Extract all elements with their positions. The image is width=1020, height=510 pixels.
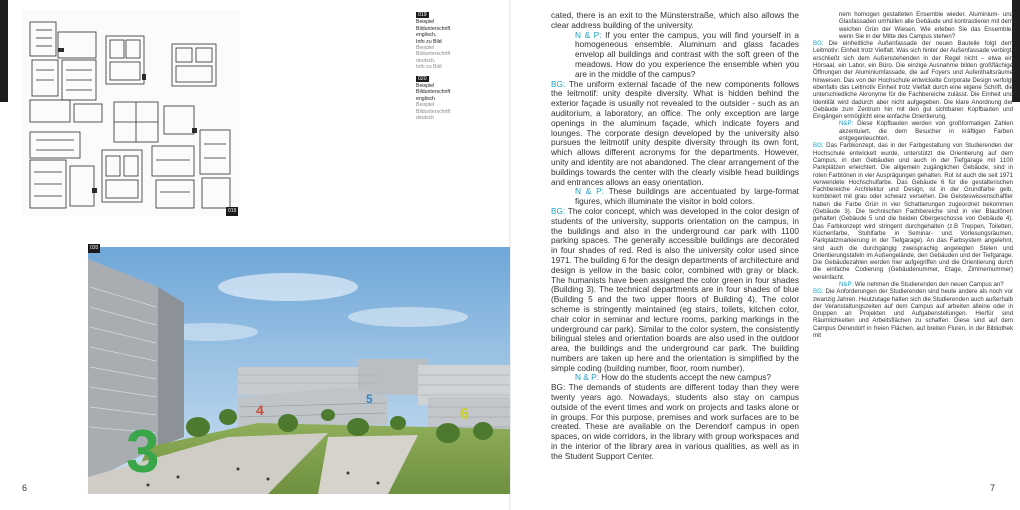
speaker-lead: BG: bbox=[813, 142, 824, 150]
caption-de-line: Beispiel bbox=[416, 45, 435, 52]
right-edge-bar bbox=[1012, 0, 1020, 102]
caption-de-line: Bildunterschrift bbox=[416, 51, 451, 58]
caption-de-line: Beispiel bbox=[416, 102, 435, 109]
speaker-lead: BG: bbox=[551, 78, 566, 89]
caption-020 bbox=[416, 76, 496, 122]
caption-de-line: Info zu Bild bbox=[416, 64, 442, 71]
paragraph-text: Diese Kopfbauten werden von großformatigen Zahlen akzentuiert, die dem Besucher in kräftigen Farben entgegenleuchten. bbox=[839, 120, 1013, 143]
english-text-column bbox=[551, 11, 799, 462]
figure-captions bbox=[416, 12, 496, 127]
caption-de-line: deutsch bbox=[416, 115, 435, 122]
paragraph-text: Das Farbkonzept, das in der Farbgestaltung von Studierenden der Hochschule entwickelt wurde, unterstützt die Orientierung auf dem Campus, in den Gebäuden und auch in der Tiefgarage mit 1100 Parkplätzen erleichtert. Die allgemein zugänglichen Gebäude, sind in roten Farbtönen in vier Ausprägungen gehalten. Rot ist auch die seit 1971 verwendete Hochschulfarbe. Das Gebäude 6 für die gestalterischen Fachbereiche Architektur und Design, ist in der Grundfarbe gelb, kombiniert mit grau oder schwarz versehen. Die Geisteswissenschaftler haben die Farbe Grün in vier Schattierungen zugeordnet bekommen (Gebäude 3). Die technischen Fachbereiche sind in vier Blautönen gehalten (Gebäude 5 und die beiden Obergeschosse von Gebäude 4). Das Farbkonzept wird stringent durchgehalten (z.B Treppen, Toiletten, Küchenfarbe, Stuhlfarbe in Seminar- und Vorlesungsräumen, Parkplatzmarkierung in der Tiefgarage). An das Farbsystem angelehnt, sind auch die durchgängig zweisprachig angelegten Stelen und Orientierungstafeln im Außengelände, den Gebäuden und der Tiefgarage. Die Gebäudezahlen werden hier aufgegriffen und die Orientierung durch die einfache Codierung (Gebäudenummer, Etage, Zimmernummer) vereinfacht. bbox=[813, 142, 1013, 281]
caption-en-line: Beispiel bbox=[416, 19, 435, 26]
en-paragraph bbox=[551, 207, 799, 374]
building-number-6: 6 bbox=[460, 406, 469, 423]
caption-en-line: Bildunterschrift bbox=[416, 25, 451, 32]
caption-en-line: Info zu Bild bbox=[416, 38, 442, 45]
speaker-lead: BG: bbox=[551, 205, 566, 216]
speaker-lead: N & P: bbox=[575, 186, 604, 197]
en-paragraph bbox=[551, 31, 799, 80]
caption-de-line: Bildunterschrift bbox=[416, 108, 451, 115]
de-paragraph bbox=[813, 11, 1013, 40]
caption-en-line: englisch bbox=[416, 95, 436, 102]
de-paragraph bbox=[813, 281, 1013, 288]
paragraph-text: Die Anforderungen der Studierenden sind heute andere als noch vor zwanzig Jahren. Heutzutage halten sich die Studierenden auch außerhalb der Veranstaltungszeiten auf dem Campus auf arbeiten alleine oder in Gruppen an Projekten und Aufgabenstellungen. Hierfür sind Räumlichkeiten und Arbeitsflächen zu schaffen. Diese sind auf dem Campus Derendorf in freien Flächen, auf breiten Fluren, in der Bibliothek mit bbox=[813, 288, 1013, 340]
caption-019 bbox=[416, 12, 496, 71]
speaker-lead: BG: bbox=[813, 40, 824, 48]
caption-de-line: deutsch, bbox=[416, 57, 436, 64]
paragraph-text: cated, there is an exit to the Münsterstraße, which also allows the clear address building of the university. bbox=[551, 10, 799, 30]
page-number-right: 7 bbox=[990, 483, 996, 493]
left-edge-bar bbox=[0, 0, 8, 102]
speaker-lead: N&P: bbox=[839, 120, 854, 128]
speaker-lead: BG: bbox=[551, 382, 566, 393]
photo-figure-label: 020 bbox=[90, 245, 99, 251]
speaker-lead: BG: bbox=[813, 288, 824, 296]
paragraph-text: These buildings are accentuated by large-format figures, which illuminate the visitor in bold colors. bbox=[575, 186, 799, 207]
paragraph-text: If you enter the campus, you will find yourself in a homogeneous ensemble. Aluminum and glass facades envelop all buildings and contrast with the soft green of the meadows. How do you experience the ensemble when you are in the middle of the campus? bbox=[575, 29, 799, 79]
de-paragraph bbox=[813, 120, 1013, 142]
de-paragraph bbox=[813, 142, 1013, 281]
paragraph-text: Die einheitliche Außenfassade der neuen Bauteile folgt dem Leitmotiv: Einheit trotz Vielfalt. Was sich hinter der Außenfassade verbirgt, erschließt sich dem Außenstehenden in der Regel nicht – etwa ein Hörsaal, ein Labor, ein Büro. Die einzige Ausnahme bilden großflächige Öffnungen der Aluminiumfassade, die auf Foyers und Aufenthaltsräume hinweisen. Das von der Hochschule entwickelte Corporate Design verfolgt ebenfalls das Leitmotiv Einheit trotz Vielfalt durch eine eigene Schrift, die unterschiedliche Akronyme für die Fachbereiche zulässt. Die Einheit und Identität wird dadurch aber nicht aufgegeben. Die klare Anordnung der Gebäude zum Zentrum hin mit den gut sichtbaren Kopfbauten und Eingängen ermöglicht eine einfache Orientierung. bbox=[813, 40, 1013, 121]
paragraph-text: The color concept, which was developed in the color design of students of the university, supports orientation on the campus, in the buildings and also in the underground car park with 1100 parking spaces. The generally accessible buildings are decorated in four shades of red. Red is also the university color used since 1971. The building 6 for the design departments of architecture and design is yellow in the basic color, combined with gray or black. The humanists have been assigned the color green in four shades (Building 3). The technical departments are in four shades of blue (Building 5 and the two upper floors of Building 4). The color scheme is stringently maintained (eg stairs, toilets, kitchen color, chair color in seminar and lecture rooms, parking markings in the underground car park). Similar to the color system, the consistently bilingual steles and orientation boards are also used in the outdoor area, the buildings and the underground car park. The building numbers are taken up here and the orientation is simplified by the simple coding (building number, floor, room number). bbox=[551, 205, 799, 373]
paragraph-text: How do the students accept the new campus? bbox=[598, 372, 772, 383]
building-number-3: 3 bbox=[126, 418, 160, 485]
caption-en-line: englisch, bbox=[416, 32, 437, 39]
speaker-lead: N & P: bbox=[575, 29, 602, 40]
paragraph-text: The demands of students are different today than they were twenty years ago. Nowadays, students also stay on campus outside of the event times and work on projects and tasks alone or in groups. For this purpose, premises and work surfaces are to be created. These are available on the Derendorf campus in open spaces, on wide corridors, in the library with group workspaces and in the interior of the library area in various qualities, as well as in the Student Support Center. bbox=[551, 382, 799, 461]
speaker-lead: N&P: bbox=[839, 280, 854, 288]
paragraph-text: nem homogen gestalteten Ensemble wieder. Aluminium- und Glasfassaden umhüllen alle Gebäude und kontrastieren mit dem weichen Grün der Wiesen. Wie erleben Sie das Ensemble, wenn Sie in der Mitte des Campus stehen? bbox=[839, 11, 1013, 40]
paragraph-text: Wie nehmen die Studierenden den neuen Campus an? bbox=[853, 280, 1004, 288]
de-paragraph bbox=[813, 40, 1013, 120]
caption-en-line: Bildunterschrift bbox=[416, 89, 451, 96]
speaker-lead: N & P: bbox=[575, 372, 599, 383]
en-paragraph bbox=[551, 187, 799, 207]
de-paragraph bbox=[813, 288, 1013, 339]
campus-floor-plan bbox=[22, 10, 240, 216]
building-number-4: 4 bbox=[256, 402, 264, 418]
caption-number: 019 bbox=[418, 12, 427, 18]
campus-photo bbox=[88, 247, 510, 494]
page-number-left: 6 bbox=[22, 483, 28, 493]
en-paragraph bbox=[551, 11, 799, 31]
en-paragraph bbox=[551, 383, 799, 461]
plan-figure-label: 019 bbox=[228, 208, 237, 214]
german-text-column bbox=[813, 11, 1013, 339]
caption-number: 020 bbox=[418, 75, 427, 82]
building-number-5: 5 bbox=[366, 392, 373, 406]
caption-en-line: Beispiel bbox=[416, 83, 435, 90]
en-paragraph bbox=[551, 80, 799, 188]
paragraph-text: The uniform external facade of the new components follows the leitmotif: unity despite diversity. What is hidden behind the exterior façade is usually not revealed to the outsider - such as an auditorium, a laboratory, an office. The only exception are large openings in the aluminum façade, which indicate foyers and lounges. The corporate design developed by the university also pursues the leitmotif unity despite diversity through its own font, which allows different acronyms for the departments. However, unity and identity are not abandoned. The clear arrangement of the buildings towards the center with the clearly visible head buildings and entrances allows an easy orientation. bbox=[551, 78, 799, 187]
